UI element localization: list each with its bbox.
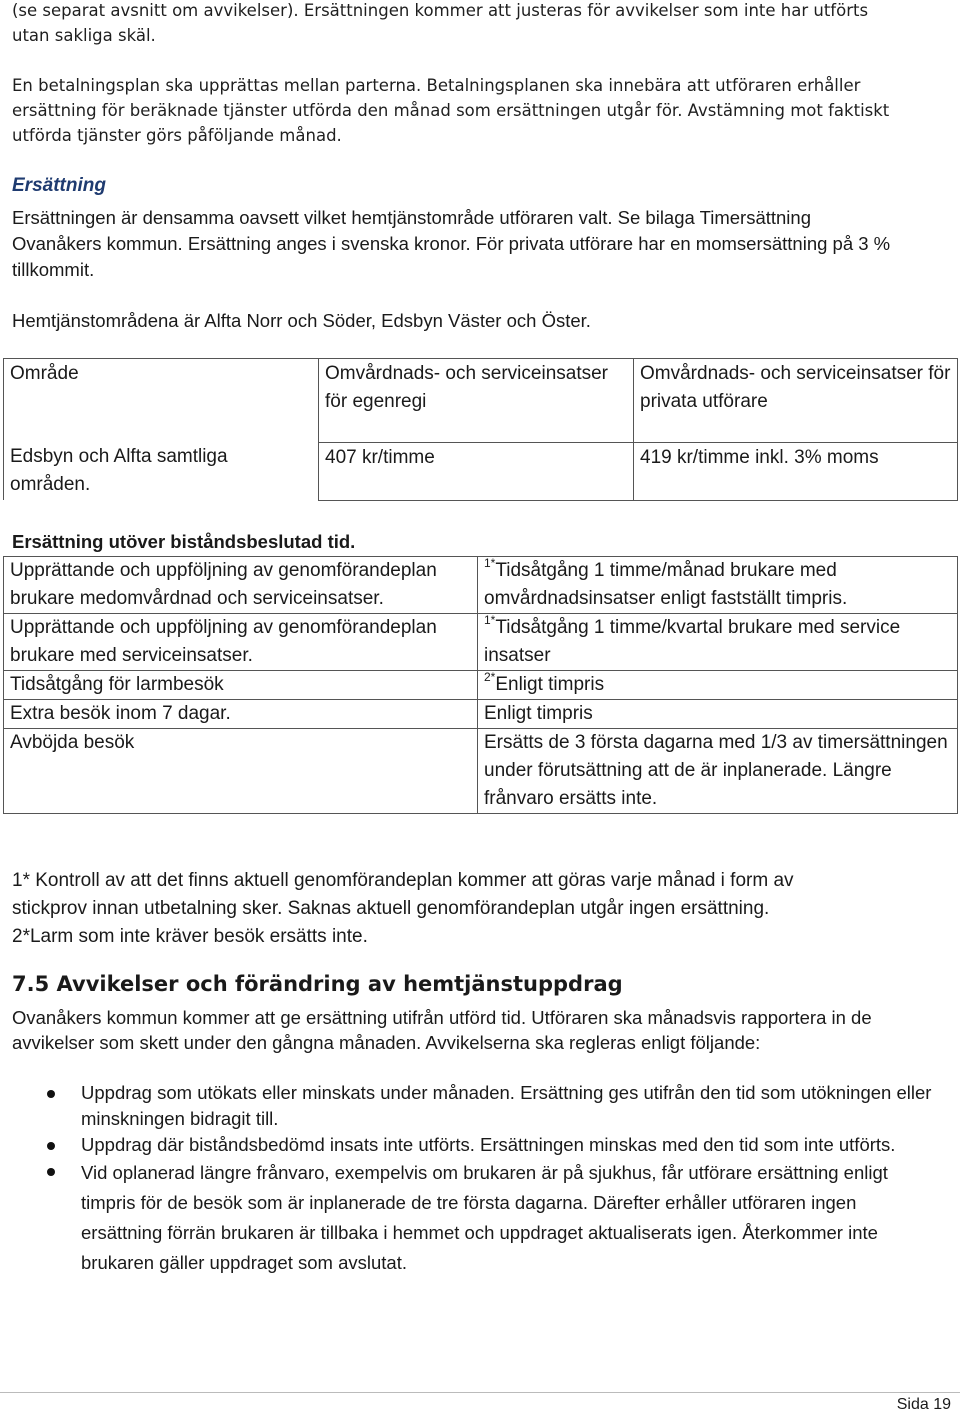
intro-line-2: utan sakliga skäl. — [12, 26, 156, 45]
payment-plan-line-3: utförda tjänster görs påföljande månad. — [12, 126, 342, 145]
rate-table-private-rate: 419 kr/timme inkl. 3% moms — [634, 442, 958, 500]
footnote-1-line-2: stickprov innan utbetalning sker. Saknas aktuell genomförandeplan utgår ingen ersättning. — [12, 898, 770, 919]
section-heading: 7.5 Avvikelser och förändring av hemtjänstuppdrag — [12, 972, 623, 996]
rate-table — [3, 358, 958, 501]
list-item: Uppdrag där biståndsbedömd insats inte utförts. Ersättningen minskas med den tid som inte utförts. — [0, 1132, 940, 1158]
footnote-1-line-1: 1* Kontroll av att det finns aktuell genomförandeplan kommer att göras varje månad i form av — [12, 870, 794, 891]
extra-row-3-right-text: Enligt timpris — [495, 674, 605, 695]
footnote-2: 2*Larm som inte kräver besök ersätts inte. — [12, 926, 368, 947]
table-row — [4, 614, 958, 671]
extra-row-5-left: Avböjda besök — [4, 729, 478, 814]
service-areas-text: Hemtjänstområdena är Alfta Norr och Söder, Edsbyn Väster och Öster. — [12, 310, 591, 331]
table-row — [4, 671, 958, 700]
list-item: Uppdrag som utökats eller minskats under månaden. Ersättning ges utifrån den tid som utökningen eller minskningen bidragit till. — [0, 1080, 940, 1132]
table-row — [4, 700, 958, 729]
intro-line-1: (se separat avsnitt om avvikelser). Ersättningen kommer att justeras för avvikelser som inte har utförts — [12, 1, 869, 20]
ersattning-para-line-2: Ovanåkers kommun. Ersättning anges i svenska kronor. För privata utförare har en momsersättning på 3 % — [12, 233, 891, 254]
ersattning-heading: Ersättning — [12, 175, 106, 196]
extra-row-1-left: Upprättande och uppföljning av genomförandeplan brukare medomvårdnad och serviceinsatser. — [4, 557, 478, 614]
rate-table-head-own: Omvårdnads- och serviceinsatser för egenregi — [319, 359, 634, 443]
section-para-line-2: avvikelser som skett under den gångna månaden. Avvikelserna ska regleras enligt följande: — [12, 1032, 761, 1053]
rate-table-head-private: Omvårdnads- och serviceinsatser för privata utförare — [634, 359, 958, 443]
ersattning-para-line-1: Ersättningen är densamma oavsett vilket hemtjänstområde utföraren valt. Se bilaga Timersättning — [12, 207, 811, 228]
extra-row-1-right-text: Tidsåtgång 1 timme/månad brukare med omvårdnadsinsatser enligt fastställt timpris. — [484, 560, 848, 609]
deviation-list — [0, 1080, 940, 1278]
extra-compensation-table — [3, 556, 958, 814]
extra-row-5-right: Ersätts de 3 första dagarna med 1/3 av timersättningen under förutsättning att de är inplanerade. Längre frånvaro ersätts inte. — [478, 729, 958, 814]
extra-row-3-left: Tidsåtgång för larmbesök — [4, 671, 478, 700]
extra-row-4-left: Extra besök inom 7 dagar. — [4, 700, 478, 729]
footnote-marker: 2* — [484, 669, 496, 684]
extra-row-4-right: Enligt timpris — [478, 700, 958, 729]
ersattning-para-line-3: tillkommit. — [12, 259, 95, 280]
rate-table-area-cell: Edsbyn och Alfta samtliga områden. — [4, 442, 319, 500]
rate-table-head-area: Område — [4, 359, 319, 443]
page-number: Sida 19 — [896, 1396, 951, 1413]
extra-row-3-right — [478, 671, 958, 700]
section-para-line-1: Ovanåkers kommun kommer att ge ersättning utifrån utförd tid. Utföraren ska månadsvis rapportera in de — [12, 1007, 872, 1028]
footer-divider — [0, 1392, 960, 1393]
extra-row-2-right — [478, 614, 958, 671]
extra-compensation-heading: Ersättning utöver biståndsbeslutad tid. — [12, 531, 356, 552]
table-row — [4, 729, 958, 814]
extra-row-1-right — [478, 557, 958, 614]
table-row — [4, 557, 958, 614]
footnote-marker: 1* — [484, 555, 496, 570]
payment-plan-line-2: ersättning för beräknade tjänster utförda den månad som ersättningen utgår för. Avstämning mot faktiskt — [12, 101, 890, 120]
extra-row-2-right-text: Tidsåtgång 1 timme/kvartal brukare med service insatser — [484, 617, 901, 666]
rate-table-own-rate: 407 kr/timme — [319, 442, 634, 500]
footnote-marker: 1* — [484, 612, 496, 627]
payment-plan-line-1: En betalningsplan ska upprättas mellan parterna. Betalningsplanen ska innebära att utföraren erhåller — [12, 76, 861, 95]
extra-row-2-left: Upprättande och uppföljning av genomförandeplan brukare med serviceinsatser. — [4, 614, 478, 671]
list-item: Vid oplanerad längre frånvaro, exempelvis om brukaren är på sjukhus, får utförare ersättning enligt timpris för de besök som är inplanerade de tre första dagarna. Därefter erhåller utföraren ingen ersättning förrän brukaren är tillbaka i hemmet och uppdraget aktualiserats igen. Återkommer inte brukaren gäller uppdraget som avslutat. — [0, 1158, 940, 1278]
